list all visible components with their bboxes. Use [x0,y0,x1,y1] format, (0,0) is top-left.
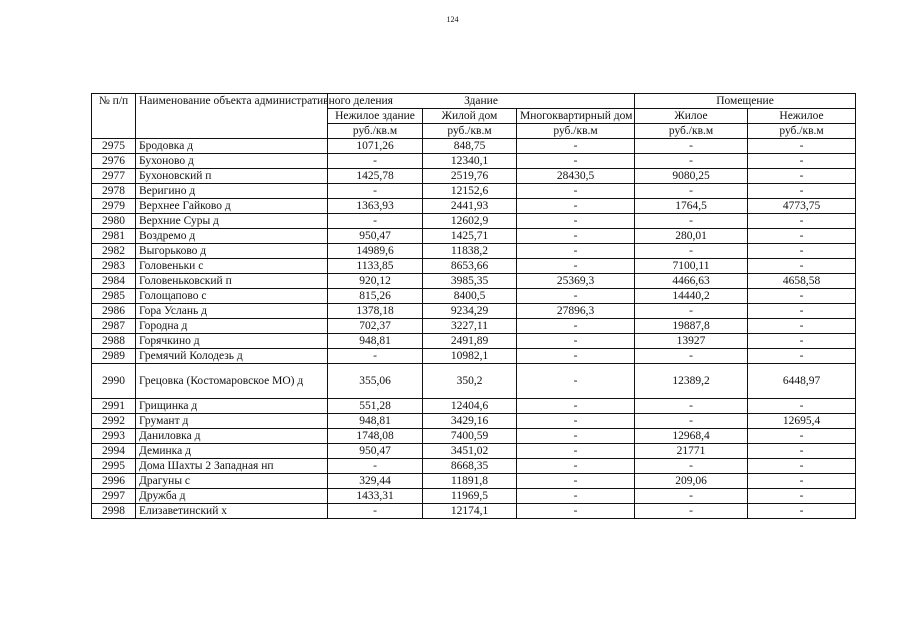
table-row [92,274,856,289]
row-value: - [635,184,748,199]
row-number: 2992 [92,414,136,429]
row-value: 12602,9 [423,214,517,229]
table-row [92,259,856,274]
row-number: 2978 [92,184,136,199]
row-value: - [328,184,423,199]
row-object-name: Веригино д [136,184,328,199]
table-row [92,184,856,199]
row-number: 2988 [92,334,136,349]
row-value: 3451,02 [423,444,517,459]
row-value: 10982,1 [423,349,517,364]
row-value: - [517,229,635,244]
row-object-name: Гремячий Колодезь д [136,349,328,364]
cadastral-rates-table [91,93,856,519]
row-value: 1433,31 [328,489,423,504]
row-value: - [517,199,635,214]
row-object-name: Елизаветинский х [136,504,328,519]
table-row [92,414,856,429]
row-object-name: Головеньковский п [136,274,328,289]
row-object-name: Деминка д [136,444,328,459]
row-value: - [517,414,635,429]
row-value: - [635,244,748,259]
header-col-nonresidential-premises: Нежилое [748,109,856,124]
row-value: 209,06 [635,474,748,489]
header-unit: руб./кв.м [517,124,635,139]
row-value: 1071,26 [328,139,423,154]
row-value: 702,37 [328,319,423,334]
row-value: - [748,229,856,244]
row-value: - [517,334,635,349]
row-value: - [748,184,856,199]
row-value: - [635,489,748,504]
row-object-name: Драгуны с [136,474,328,489]
row-value: - [635,504,748,519]
row-value: - [748,154,856,169]
row-value: 27896,3 [517,304,635,319]
row-value: 9234,29 [423,304,517,319]
row-value: - [517,489,635,504]
table-row [92,444,856,459]
row-value: - [748,214,856,229]
row-number: 2997 [92,489,136,504]
row-value: - [517,399,635,414]
row-number: 2982 [92,244,136,259]
row-object-name: Городна д [136,319,328,334]
table-row [92,319,856,334]
row-object-name: Дома Шахты 2 Западная нп [136,459,328,474]
row-number: 2983 [92,259,136,274]
header-col-nonresidential-building: Нежилое здание [328,109,423,124]
row-number: 2996 [92,474,136,489]
row-value: - [748,169,856,184]
row-value: 19887,8 [635,319,748,334]
row-object-name: Грецовка (Костомаровское МО) д [136,364,328,399]
row-value: - [517,319,635,334]
row-value: 920,12 [328,274,423,289]
row-value: 948,81 [328,334,423,349]
table-row [92,214,856,229]
row-value: 2519,76 [423,169,517,184]
row-value: 280,01 [635,229,748,244]
row-value: - [635,139,748,154]
table-row [92,399,856,414]
row-value: - [517,444,635,459]
row-value: 12968,4 [635,429,748,444]
row-value: 7400,59 [423,429,517,444]
row-value: 8653,66 [423,259,517,274]
row-value: 28430,5 [517,169,635,184]
table-row [92,229,856,244]
row-value: 8668,35 [423,459,517,474]
row-value: - [748,474,856,489]
row-value: 1425,78 [328,169,423,184]
row-value: 950,47 [328,229,423,244]
table-row [92,334,856,349]
row-number: 2991 [92,399,136,414]
row-object-name: Верхние Суры д [136,214,328,229]
row-value: - [328,214,423,229]
row-value: 355,06 [328,364,423,399]
header-building-group: Здание [328,94,635,109]
row-number: 2985 [92,289,136,304]
table-row [92,304,856,319]
header-object-name: Наименование объекта административного деления [136,94,328,139]
row-value: 3985,35 [423,274,517,289]
row-object-name: Грищинка д [136,399,328,414]
row-value: 14989,6 [328,244,423,259]
row-number: 2975 [92,139,136,154]
row-value: - [517,474,635,489]
row-object-name: Воздремо д [136,229,328,244]
header-unit: руб./кв.м [328,124,423,139]
header-unit: руб./кв.м [748,124,856,139]
row-value: - [517,364,635,399]
row-value: - [635,304,748,319]
row-value: - [517,154,635,169]
row-object-name: Бухоново д [136,154,328,169]
row-value: - [517,459,635,474]
row-value: 9080,25 [635,169,748,184]
table-row [92,289,856,304]
row-value: - [748,504,856,519]
row-value: - [748,289,856,304]
row-value: - [517,184,635,199]
row-value: 3429,16 [423,414,517,429]
row-value: - [635,459,748,474]
header-col-residential-premises: Жилое [635,109,748,124]
row-value: - [517,349,635,364]
row-value: 8400,5 [423,289,517,304]
row-value: 2491,89 [423,334,517,349]
row-value: 1133,85 [328,259,423,274]
row-value: 1764,5 [635,199,748,214]
row-value: 1363,93 [328,199,423,214]
row-object-name: Даниловка д [136,429,328,444]
row-value: - [517,259,635,274]
row-value: 12340,1 [423,154,517,169]
row-object-name: Гора Услань д [136,304,328,319]
row-number: 2994 [92,444,136,459]
row-value: - [328,504,423,519]
row-value: - [748,334,856,349]
row-value: - [748,489,856,504]
row-number: 2986 [92,304,136,319]
row-number: 2989 [92,349,136,364]
row-value: - [748,304,856,319]
table-row [92,489,856,504]
row-value: 7100,11 [635,259,748,274]
table-row [92,169,856,184]
row-value: 21771 [635,444,748,459]
row-value: 4466,63 [635,274,748,289]
row-object-name: Голощапово с [136,289,328,304]
row-object-name: Горячкино д [136,334,328,349]
row-value: - [635,214,748,229]
row-value: - [748,139,856,154]
row-value: 950,47 [328,444,423,459]
table-row [92,504,856,519]
page-number: 124 [446,15,459,24]
row-value: - [328,459,423,474]
row-object-name: Дружба д [136,489,328,504]
row-number: 2987 [92,319,136,334]
row-value: - [748,319,856,334]
row-value: - [517,289,635,304]
table-row [92,459,856,474]
table-body [92,139,856,519]
table-row [92,474,856,489]
row-number: 2993 [92,429,136,444]
table-row [92,349,856,364]
row-value: 815,26 [328,289,423,304]
header-number: № п/п [92,94,136,139]
row-value: - [517,244,635,259]
row-value: 11838,2 [423,244,517,259]
row-value: 1748,08 [328,429,423,444]
row-value: - [328,349,423,364]
table-row [92,199,856,214]
row-value: 1425,71 [423,229,517,244]
header-unit: руб./кв.м [423,124,517,139]
row-number: 2984 [92,274,136,289]
table-row [92,244,856,259]
row-value: 11891,8 [423,474,517,489]
row-value: - [517,429,635,444]
row-value: 12695,4 [748,414,856,429]
row-number: 2976 [92,154,136,169]
row-number: 2995 [92,459,136,474]
table-row [92,429,856,444]
header-unit: руб./кв.м [635,124,748,139]
row-value: 25369,3 [517,274,635,289]
header-premises-group: Помещение [635,94,856,109]
row-value: 329,44 [328,474,423,489]
row-value: 12404,6 [423,399,517,414]
row-value: 4773,75 [748,199,856,214]
row-value: 4658,58 [748,274,856,289]
row-number: 2998 [92,504,136,519]
table-row [92,139,856,154]
row-value: - [748,459,856,474]
row-value: 948,81 [328,414,423,429]
row-object-name: Головеньки с [136,259,328,274]
row-object-name: Выгорьково д [136,244,328,259]
row-value: 14440,2 [635,289,748,304]
row-value: 3227,11 [423,319,517,334]
row-object-name: Бухоновский п [136,169,328,184]
row-value: 2441,93 [423,199,517,214]
row-number: 2979 [92,199,136,214]
row-object-name: Верхнее Гайково д [136,199,328,214]
row-value: - [517,504,635,519]
row-value: 848,75 [423,139,517,154]
row-value: 11969,5 [423,489,517,504]
row-value: - [517,139,635,154]
row-value: 12152,6 [423,184,517,199]
row-value: 12174,1 [423,504,517,519]
row-value: - [517,214,635,229]
header-col-residential-house: Жилой дом [423,109,517,124]
row-number: 2977 [92,169,136,184]
table-row [92,364,856,399]
row-value: - [748,259,856,274]
row-value: - [635,399,748,414]
row-value: - [748,349,856,364]
header-col-apartment-building: Многоквартирный дом [517,109,635,124]
row-value: 551,28 [328,399,423,414]
row-value: 6448,97 [748,364,856,399]
row-value: - [328,154,423,169]
row-value: - [635,349,748,364]
row-number: 2980 [92,214,136,229]
row-value: 13927 [635,334,748,349]
row-value: - [748,399,856,414]
row-value: 350,2 [423,364,517,399]
row-number: 2981 [92,229,136,244]
row-object-name: Бродовка д [136,139,328,154]
row-number: 2990 [92,364,136,399]
table-row [92,154,856,169]
row-value: - [635,414,748,429]
row-value: - [748,244,856,259]
row-value: 12389,2 [635,364,748,399]
row-value: - [748,429,856,444]
row-value: - [635,154,748,169]
table-header [92,94,856,139]
row-object-name: Грумант д [136,414,328,429]
row-value: 1378,18 [328,304,423,319]
row-value: - [748,444,856,459]
